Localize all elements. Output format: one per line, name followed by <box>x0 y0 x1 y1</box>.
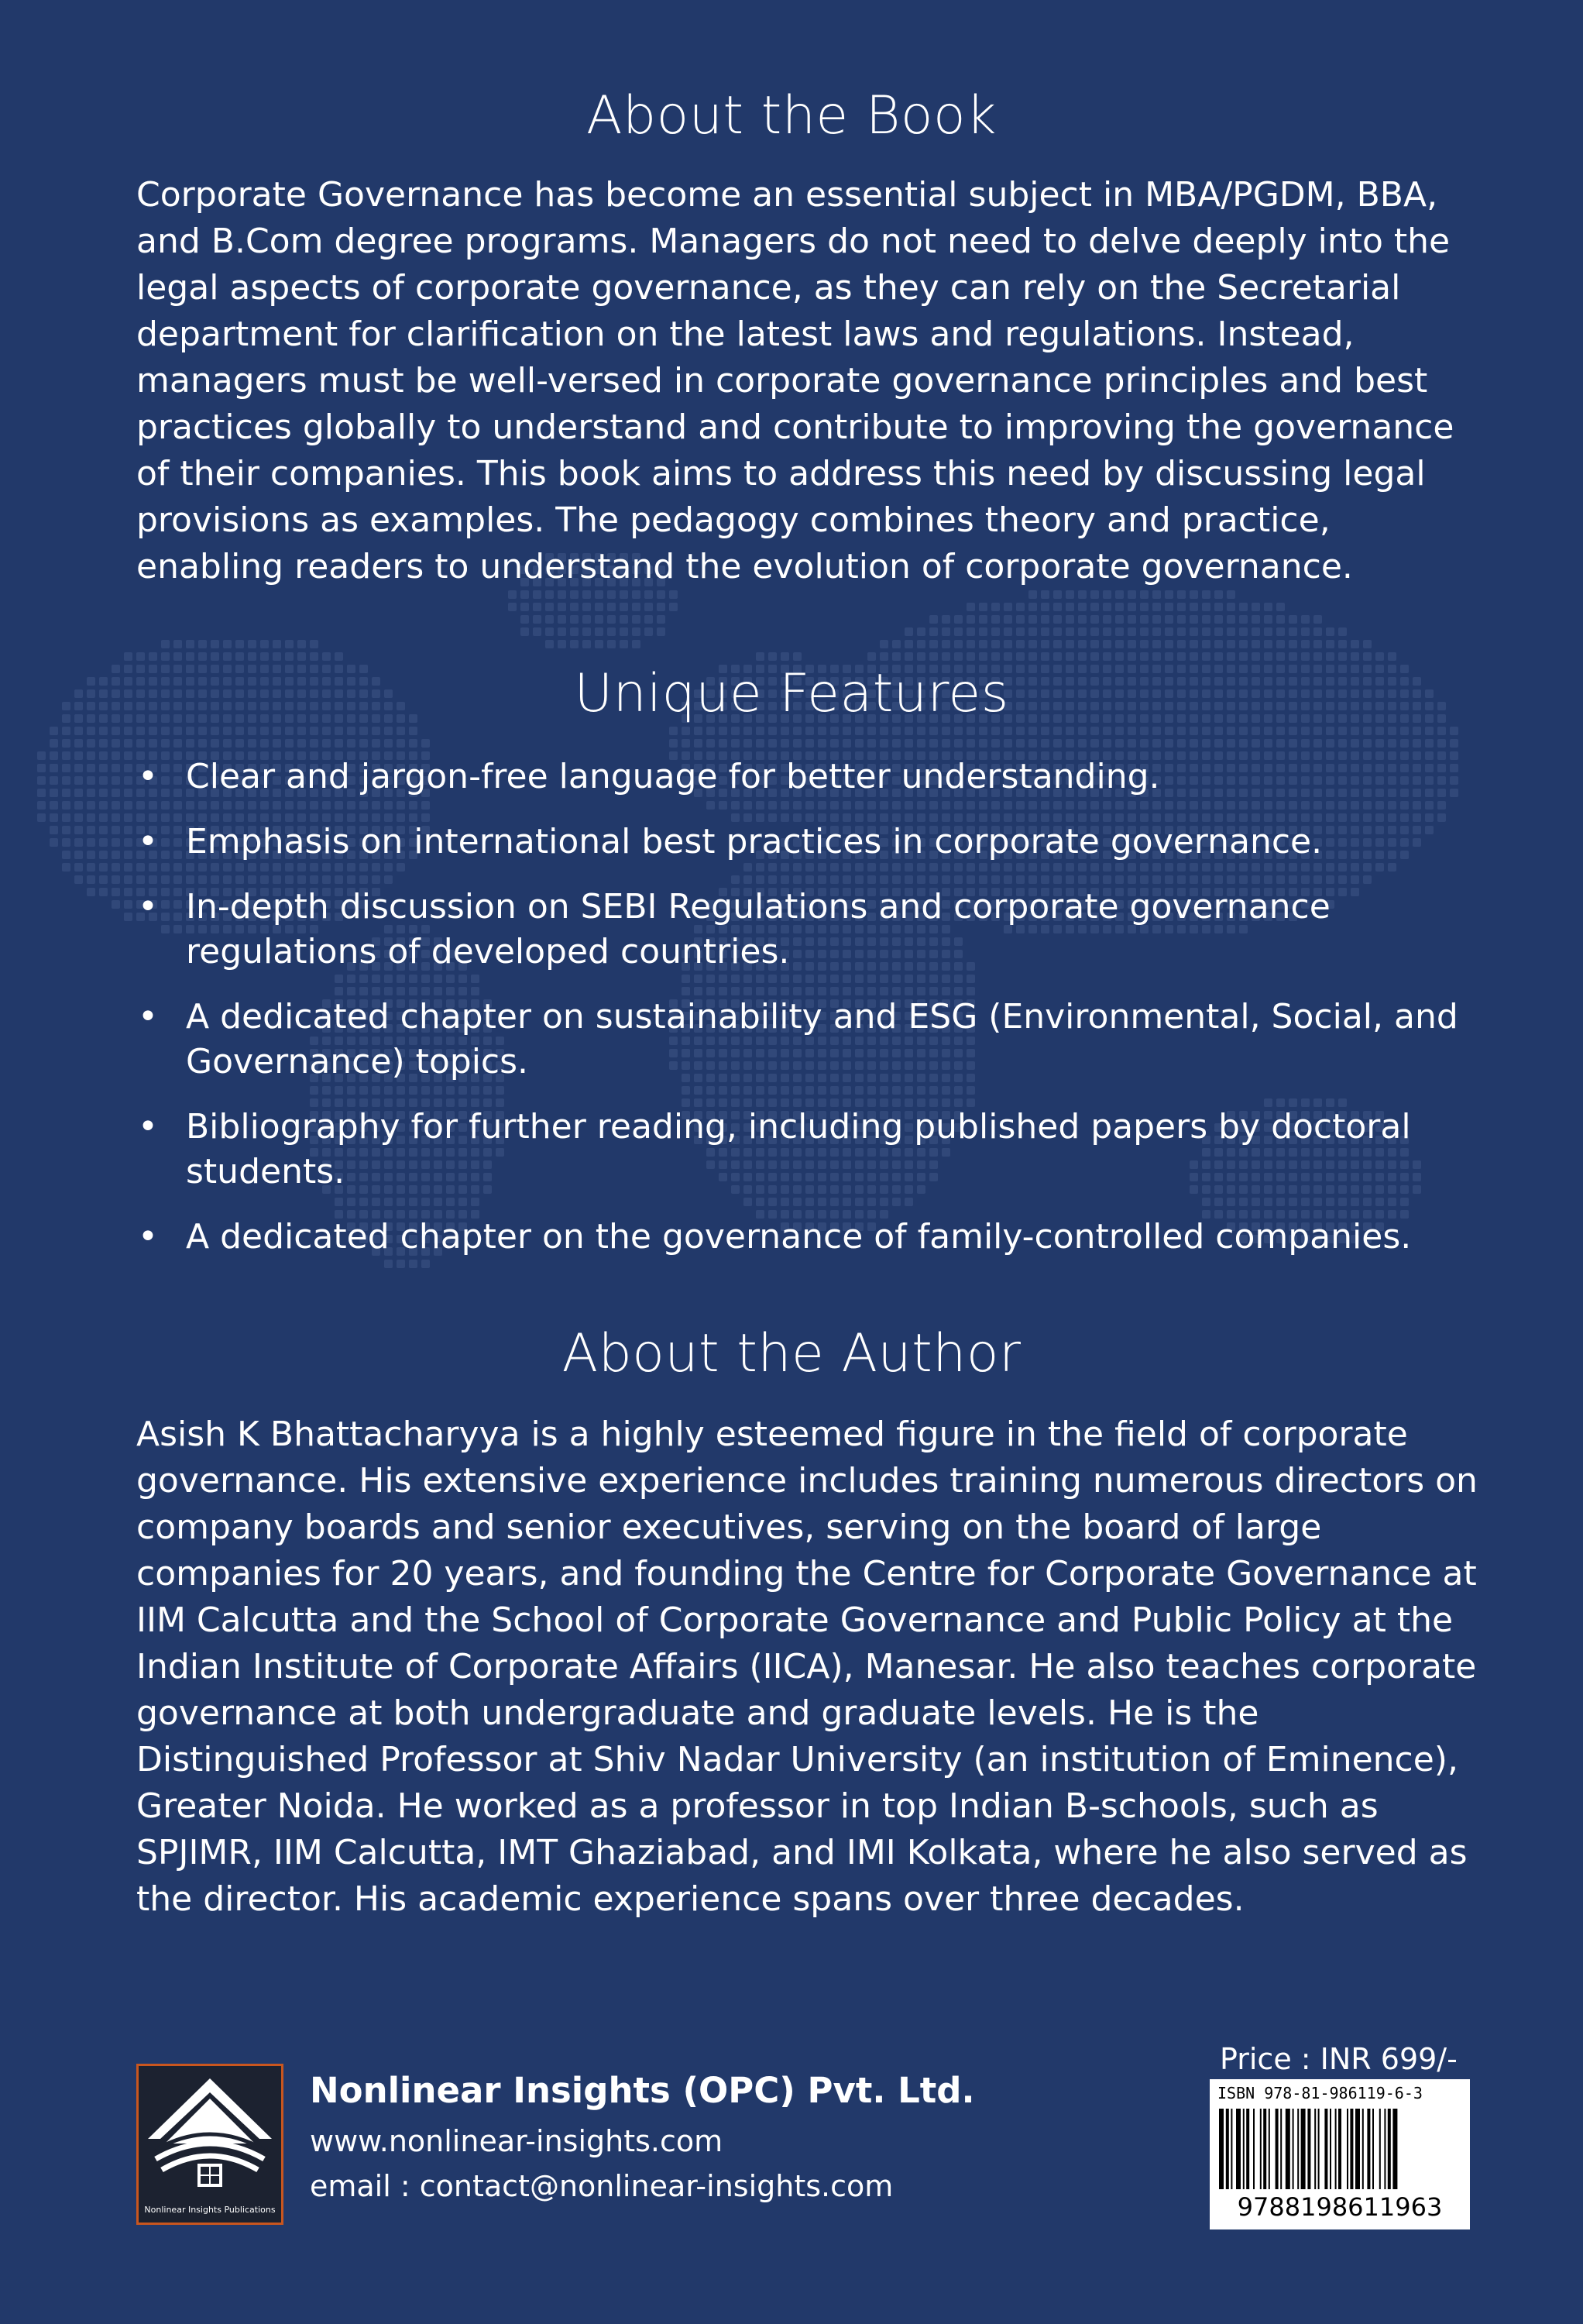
publisher-email: email : contact@nonlinear-insights.com <box>310 2169 894 2203</box>
about-author-heading: About the Author <box>561 1323 1022 1384</box>
about-author-text: Asish K Bhattacharyya is a highly esteemed figure in the field of corporate governance. His extensive experience includes training numerous directors on company boards and senior executives, serving on the board of large companies for 20 years, and founding the Centre for Corporate Governance at IIM Calcutta and the School of Corporate Governance and Public Policy at the Indian Institute of Corporate Affairs (IICA), Manesar. He also teaches corporate governance at both undergraduate and graduate levels. He is the Distinguished Professor at Shiv Nadar University (an institution of Eminence), Greater Noida. He worked as a professor in top Indian B-schools, such as SPJIMR, IIM Calcutta, IMT Ghaziabad, and IMI Kolkata, where he also served as the director. His academic experience spans over three decades. <box>136 1415 1478 1919</box>
features-list <box>136 755 1488 1280</box>
feature-text: A dedicated chapter on sustainability and ESG (Environmental, Social, and Governance) topics. <box>186 997 1458 1081</box>
bullet-icon: • <box>138 1107 158 1147</box>
feature-text: Emphasis on international best practices in corporate governance. <box>186 822 1323 861</box>
bullet-icon: • <box>138 822 158 861</box>
bullet-icon: • <box>138 887 158 927</box>
house-roof-logo-icon <box>139 2072 281 2196</box>
publisher-name: Nonlinear Insights (OPC) Pvt. Ltd. <box>310 2070 975 2111</box>
isbn-number: 9788198611963 <box>1237 2192 1443 2222</box>
about-book-heading: About the Book <box>586 85 997 146</box>
about-book-text: Corporate Governance has become an essential subject in MBA/PGDM, BBA, and B.Com degree programs. Managers do not need to delve deeply into the legal aspects of corporate governance, as they can rely on the Secretarial department for clarification on the latest laws and regulations. Instead, managers must be well-versed in corporate governance principles and best practices globally to understand and contribute to improving the governance of their companies. This book aims to address this need by discussing legal provisions as examples. The pedagogy combines theory and practice, enabling readers to understand the evolution of corporate governance. <box>136 175 1454 586</box>
isbn-barcode <box>1210 2079 1470 2229</box>
feature-text: Clear and jargon-free language for better understanding. <box>186 757 1160 796</box>
feature-text: Bibliography for further reading, including published papers by doctoral students. <box>186 1107 1411 1191</box>
publisher-website: www.nonlinear-insights.com <box>310 2124 723 2158</box>
unique-features-heading: Unique Features <box>574 663 1009 724</box>
feature-text: In-depth discussion on SEBI Regulations and corporate governance regulations of developed countries. <box>186 887 1331 971</box>
feature-item <box>136 820 1488 865</box>
bullet-icon: • <box>138 997 158 1037</box>
feature-item <box>136 755 1488 799</box>
logo-caption: Nonlinear Insights Publications <box>144 2205 276 2215</box>
feature-item <box>136 1215 1488 1260</box>
feature-text: A dedicated chapter on the governance of family-controlled companies. <box>186 1217 1412 1257</box>
bullet-icon: • <box>138 757 158 796</box>
feature-item <box>136 995 1488 1085</box>
isbn-label: ISBN 978-81-986119-6-3 <box>1217 2084 1423 2102</box>
feature-item <box>136 885 1488 975</box>
barcode-bars-icon <box>1217 2109 1462 2189</box>
bullet-icon: • <box>138 1217 158 1257</box>
publisher-logo <box>136 2064 283 2225</box>
feature-item <box>136 1105 1488 1195</box>
price-label: Price : INR 699/- <box>1220 2042 1458 2076</box>
